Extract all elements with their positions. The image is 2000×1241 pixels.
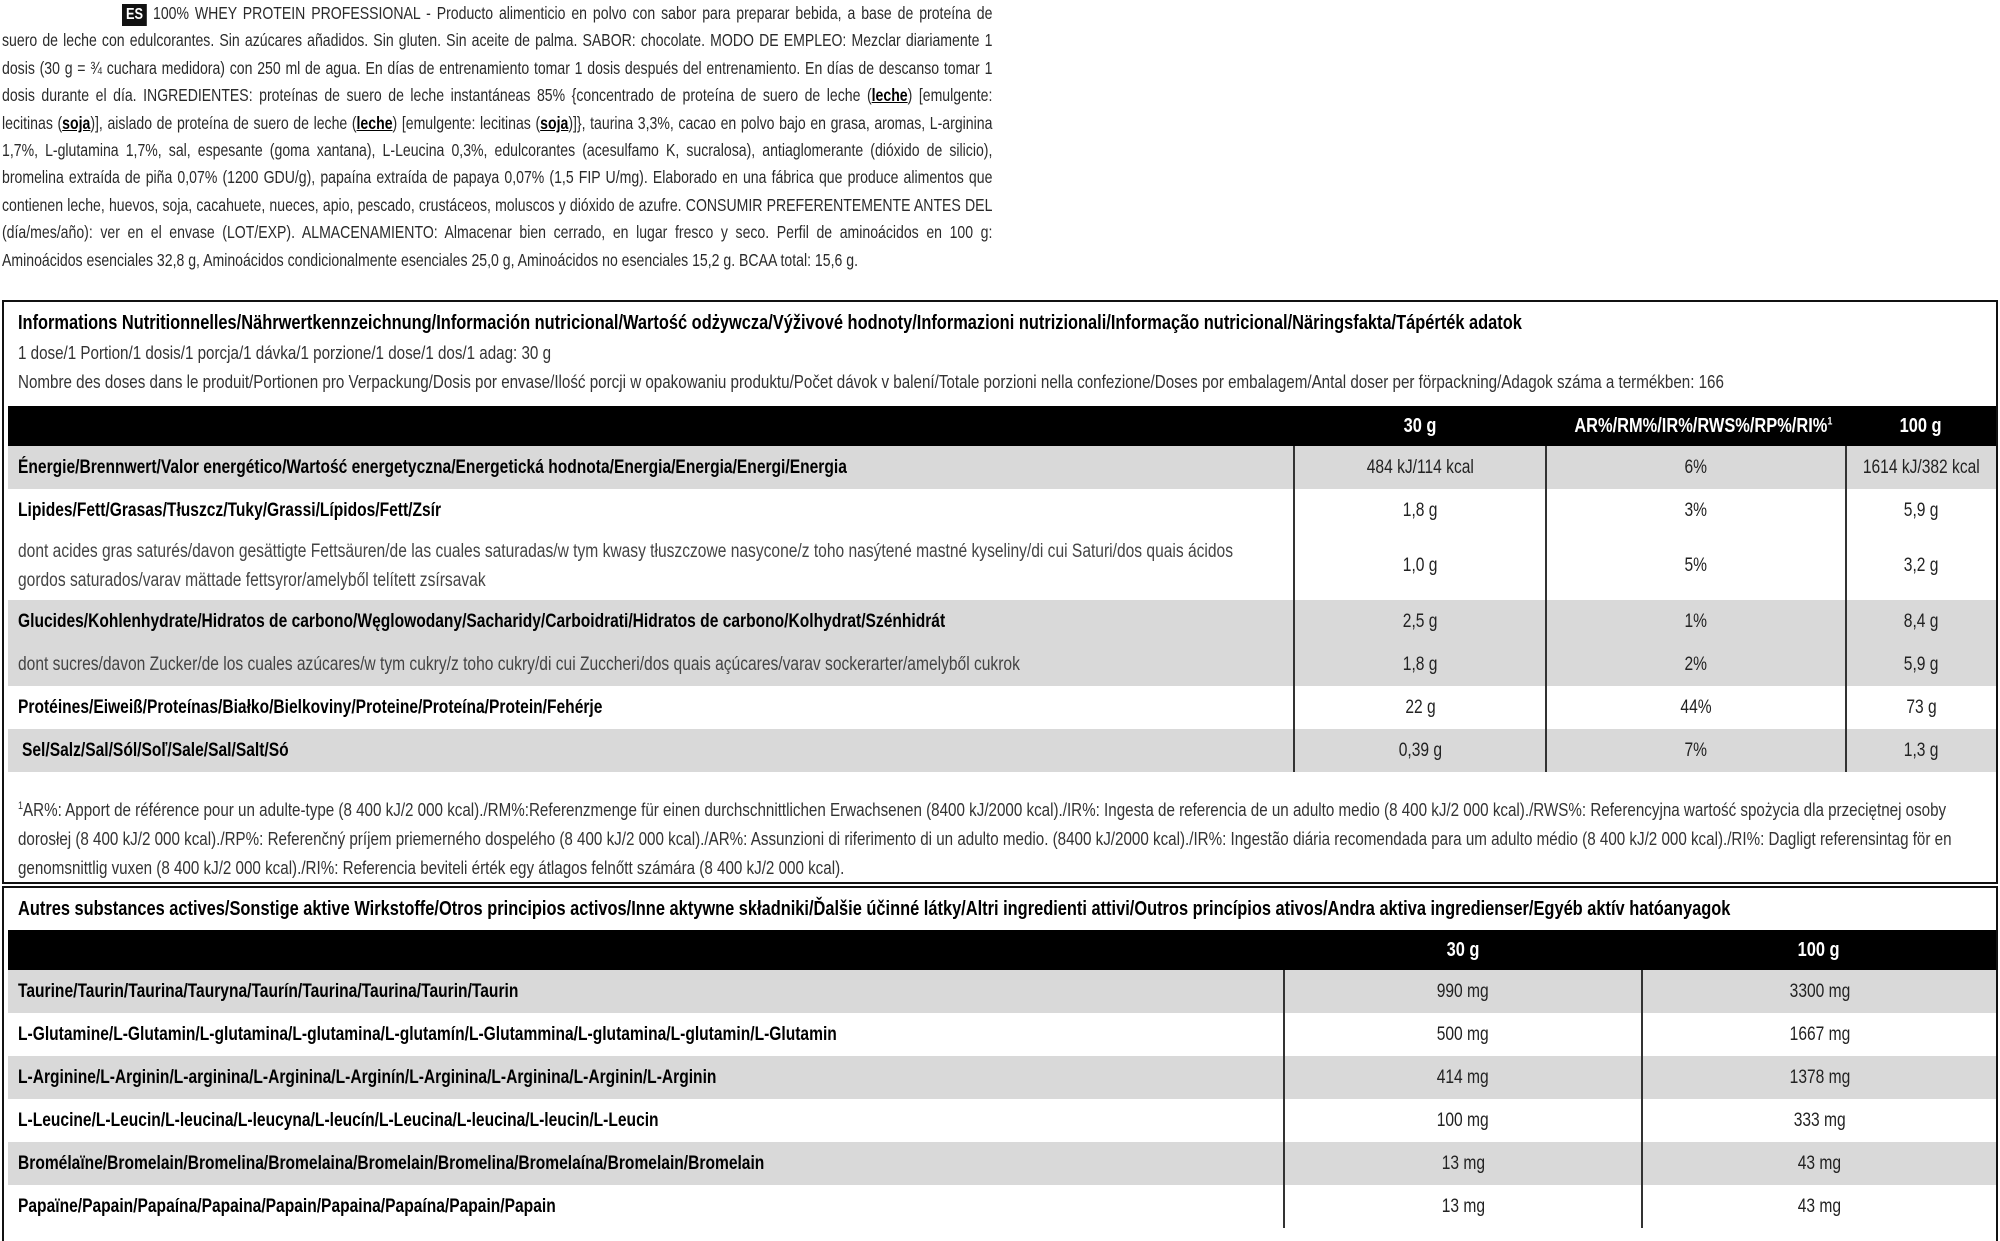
nutrient-label: Protéines/Eiweiß/Proteínas/Białko/Bielkoviny/Proteine/Proteína/Protein/Fehérje	[18, 696, 603, 718]
table-row	[8, 686, 1996, 729]
value-100g: 3300 mg	[1789, 980, 1850, 1002]
value-ar: 3%	[1684, 499, 1708, 521]
allergen-milk: leche	[871, 85, 908, 106]
table-row	[8, 1056, 1996, 1099]
value-ar: 44%	[1680, 696, 1712, 718]
value-30g: 2,5 g	[1402, 610, 1438, 632]
table-row	[8, 446, 1996, 489]
ingredients-text: 100% WHEY PROTEIN PROFESSIONAL - Producto alimenticio en polvo con sabor para preparar bebida, a base de proteína de suero de leche con edulcorantes. Sin azúcares añadidos. Sin gluten. Sin aceite de palma. SABOR: chocolate. MODO DE EMPLEO: Mezclar diariamente 1 dosis (30 g = ¾ cuchara medidora) con 250 ml de agua. En días de entrenamiento tomar 1 dosis después del entrenamiento. En días de descanso tomar 1 dosis durante el día. INGREDIENTES: proteínas de suero de leche instantáneas 85% {concentrado de proteína de suero de leche (	[2, 3, 993, 106]
nutrition-table-header	[8, 406, 1996, 446]
value-ar: 5%	[1684, 555, 1708, 576]
substance-label: L-Leucine/L-Leucin/L-leucina/L-leucyna/L-leucín/L-Leucina/L-leucina/L-leucin/L-Leucin	[18, 1109, 659, 1131]
value-30g: 1,0 g	[1402, 555, 1438, 576]
value-30g: 22 g	[1404, 696, 1436, 718]
substance-label: Papaïne/Papain/Papaína/Papaina/Papain/Papaina/Papaína/Papain/Papain	[18, 1195, 556, 1217]
value-100g: 8,4 g	[1904, 610, 1939, 632]
value-30g: 13 mg	[1441, 1195, 1485, 1217]
ingredients-text: ) [emulgente: lecitinas (	[392, 112, 541, 133]
serving-size: 1 dose/1 Portion/1 dosis/1 porcja/1 dávka/1 porzione/1 dose/1 dos/1 adag: 30 g	[18, 342, 552, 363]
value-ar: 6%	[1684, 456, 1708, 478]
value-30g: 0,39 g	[1398, 739, 1442, 761]
allergen-milk: leche	[356, 112, 393, 133]
nutrient-sublabel: dont acides gras saturés/davon gesättigte Fettsäuren/de las cuales saturadas/w tym kwasy tłuszczowe nasycone/z toho nasýtené mastné kyseliny/di cui Saturi/dos quais ácidos gordos saturados/varav mättade fettsyror/amelyből telített zsírsavak	[18, 541, 1234, 591]
substance-label: Bromélaïne/Bromelain/Bromelina/Bromelaina/Bromelain/Bromelina/Bromelaína/Bromelain/Bromelain	[18, 1152, 765, 1174]
nutrient-label: Énergie/Brennwert/Valor energético/Wartość energetyczna/Energetická hodnota/Energia/Energia/Energi/Energia	[18, 456, 847, 478]
nutrient-label: Sel/Salz/Sal/Sól/Soľ/Sale/Sal/Salt/Só	[22, 739, 289, 761]
column-header-100g: 100 g	[1900, 414, 1942, 437]
table-row	[8, 1013, 1996, 1056]
active-substances-title: Autres substances actives/Sonstige aktive Wirkstoffe/Otros principios activos/Inne aktywne składniki/Ďalšie účinné látky/Altri ingredienti attivi/Outros princípios ativos/Andra aktiva ingredienser/Egyéb aktív hatóanyagok	[18, 898, 1731, 920]
value-30g: 1,8 g	[1402, 499, 1438, 521]
reference-intake-footnote: $^1$AR%: Apport de référence pour un adulte-type (8 400 kJ/2 000 kcal)./RM%:Referenzmenge für einen durchschnittlichen Erwachsenen (8400 kJ/2000 kcal)./IR%: Ingesta de referencia de un adulto medio (8 400 kJ/2 000 kcal)./RWS%: Referencyjna wartość spożycia dla przeciętnej osoby dorosłej (8 400 kJ/2 000 kcal)./RP%: Referenčný príjem priemerného dospelého (8 400 kJ/2 000 kcal)./AR%: Assunzioni di riferimento di un adulto medio. (8400 kJ/2000 kcal)./IR%: Ingestão diária recomendada para um adulto médio (8 400 kJ/2 000 kcal)./RI%: Dagligt referensintag för en genomsnittlig vuxen (8 400 kJ/2 000 kcal)./RI%: Referencia beviteli érték egy átlagos felnőtt számára (8 400 kJ/2 000 kcal).	[18, 799, 1952, 879]
value-ar: 2%	[1684, 653, 1708, 675]
value-100g: 73 g	[1906, 696, 1937, 718]
value-100g: 1667 mg	[1789, 1023, 1850, 1045]
value-100g: 5,9 g	[1904, 499, 1939, 521]
column-header-30g: 30 g	[1403, 414, 1437, 437]
ingredients-text: )], aislado de proteína de suero de leche (	[90, 112, 357, 133]
table-row	[8, 489, 1996, 532]
ingredients-text: )]}, taurina 3,3%, cacao en polvo bajo en grasa, aromas, L-arginina 1,7%, L-glutamina 1,7%, sal, espesante (goma xantana), L-Leucina 0,3%, edulcorantes (acesulfamo K, sucralosa), antiaglomerante (dióxido de silicio), bromelina extraída de piña 0,07% (1200 GDU/g), papaína extraída de papaya 0,07% (1,5 FIP U/mg). Elaborado en una fábrica que produce alimentos que contienen leche, huevos, soja, cacahuete, nueces, apio, pescado, crustáceos, moluscos y dióxido de azufre. CONSUMIR PREFERENTEMENTE ANTES DEL (día/mes/año): ver en el envase (LOT/EXP). ALMACENAMIENTO: Almacenar bien cerrado, en lugar fresco y seco. Perfil de aminoácidos en 100 g: Aminoácidos esenciales 32,8 g, Aminoácidos condicionalmente esenciales 25,0 g, Aminoácidos no esenciales 15,2 g. BCAA total: 15,6 g.	[2, 112, 993, 270]
nutrition-facts-box	[2, 300, 1998, 884]
table-row	[8, 729, 1996, 772]
value-100g: 5,9 g	[1904, 653, 1939, 675]
active-table-header	[8, 930, 1996, 970]
value-30g: 1,8 g	[1402, 653, 1438, 675]
column-header-ar: AR%/RM%/IR%/RWS%/RP%/RI%$^1$	[1574, 414, 1833, 437]
value-ar: 7%	[1684, 739, 1708, 761]
active-substances-box	[2, 886, 1998, 1241]
table-row	[8, 1185, 1996, 1228]
value-100g: 1378 mg	[1789, 1066, 1850, 1088]
substance-label: L-Arginine/L-Arginin/L-arginina/L-Arginina/L-Arginín/L-Arginina/L-Arginina/L-Arginin/L-Arginin	[18, 1066, 717, 1088]
nutrient-label: Glucides/Kohlenhydrate/Hidratos de carbono/Węglowodany/Sacharidy/Carboidrati/Hidratos de carbono/Kolhydrat/Szénhidrát	[18, 610, 946, 632]
allergen-soy: soja	[62, 112, 91, 133]
value-100g: 333 mg	[1793, 1109, 1846, 1131]
nutrition-title: Informations Nutritionnelles/Nährwertkennzeichnung/Información nutricional/Wartość odżywcza/Výživové hodnoty/Informazioni nutrizionali/Informação nutricional/Näringsfakta/Tápérték adatok	[18, 312, 1522, 334]
table-row	[8, 643, 1996, 686]
value-100g: 1,3 g	[1904, 739, 1939, 761]
value-100g: 1614 kJ/382 kcal	[1863, 456, 1980, 478]
language-badge: ES	[122, 4, 147, 26]
servings-per-pack: Nombre des doses dans le produit/Portionen pro Verpackung/Dosis por envase/Ilość porcji w opakowaniu produktu/Počet dávok v balení/Totale porzioni nella confezione/Doses por embalagem/Antal doser per förpackning/Adagok száma a termékben: 166	[18, 371, 1724, 392]
allergen-soy: soja	[540, 112, 569, 133]
value-30g: 100 mg	[1437, 1109, 1489, 1131]
value-30g: 484 kJ/114 kcal	[1366, 456, 1474, 478]
column-header-30g: 30 g	[1446, 938, 1480, 961]
nutrient-sublabel: dont sucres/davon Zucker/de los cuales azúcares/w tym cukry/z toho cukry/di cui Zuccheri/dos quais açúcares/varav sockerarter/amelyből cukrok	[18, 653, 1020, 675]
nutrient-label: Lipides/Fett/Grasas/Tłuszcz/Tuky/Grassi/Lípidos/Fett/Zsír	[18, 499, 442, 521]
value-30g: 13 mg	[1441, 1152, 1485, 1174]
substance-label: Taurine/Taurin/Taurina/Tauryna/Taurín/Taurina/Taurina/Taurin/Taurin	[18, 980, 519, 1002]
value-100g: 3,2 g	[1904, 555, 1939, 576]
value-100g: 43 mg	[1797, 1195, 1842, 1217]
table-row	[8, 1099, 1996, 1142]
value-30g: 414 mg	[1437, 1066, 1489, 1088]
value-30g: 500 mg	[1437, 1023, 1489, 1045]
table-row	[8, 532, 1996, 600]
value-100g: 43 mg	[1797, 1152, 1842, 1174]
value-30g: 990 mg	[1437, 980, 1489, 1002]
substance-label: L-Glutamine/L-Glutamin/L-glutamina/L-glutamina/L-glutamín/L-Glutammina/L-glutamina/L-glutamin/L-Glutamin	[18, 1023, 837, 1045]
ingredients-paragraph	[2, 0, 992, 274]
nutrition-table	[8, 406, 1996, 772]
table-row	[8, 1142, 1996, 1185]
column-header-100g: 100 g	[1798, 938, 1840, 961]
ingredients-text: ) [emulgente: lecitinas (	[2, 85, 993, 133]
table-row	[8, 600, 1996, 643]
table-row	[8, 970, 1996, 1013]
value-ar: 1%	[1684, 610, 1708, 632]
active-substances-table	[8, 930, 1996, 1228]
